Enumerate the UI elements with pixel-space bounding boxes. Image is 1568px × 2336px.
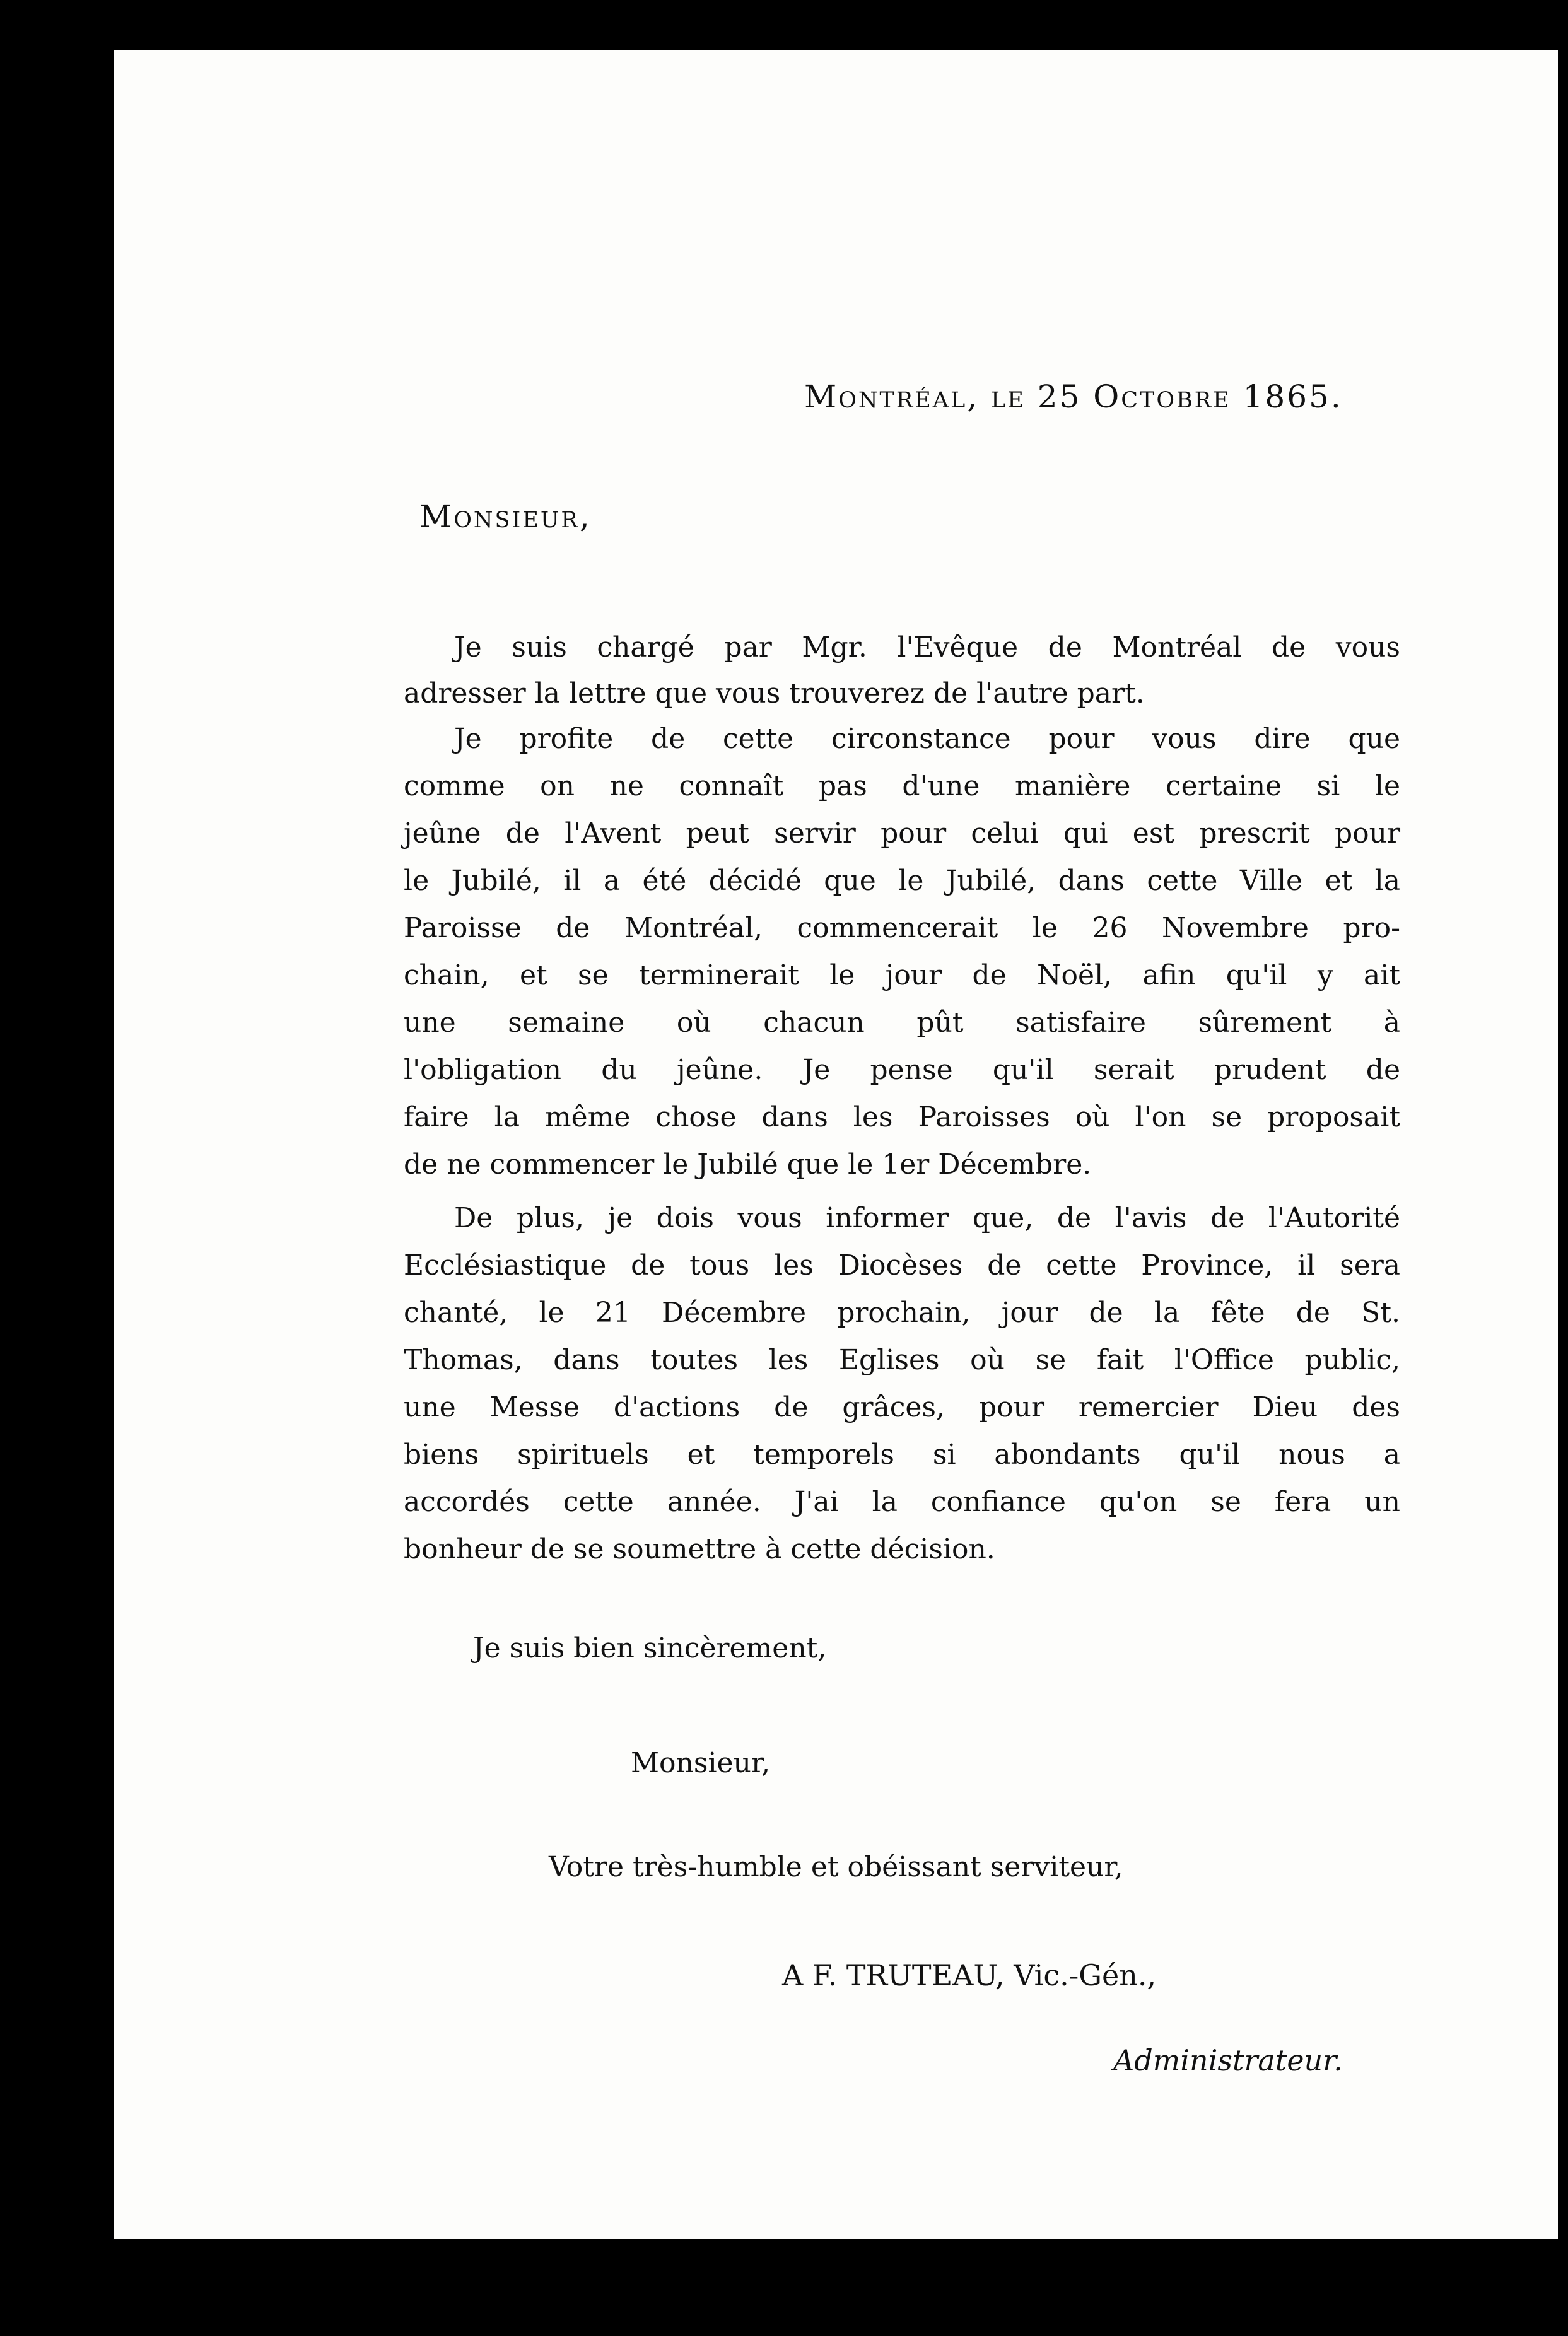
dateline: Montréal, le 25 Octobre 1865.: [804, 378, 1343, 415]
signature-name: A F. TRUTEAU, Vic.-Gén.,: [782, 1958, 1157, 1992]
text-line: une semaine où chacun pût satisfaire sûrement à: [404, 1007, 1400, 1039]
closing-line-3: Votre très-humble et obéissant serviteur,: [549, 1851, 1123, 1883]
text-line: Ecclésiastique de tous les Diocèses de cette Province, il sera: [404, 1249, 1400, 1282]
text-line: Paroisse de Montréal, commencerait le 26 Novembre pro-: [404, 912, 1400, 944]
closing-line-2: Monsieur,: [631, 1747, 771, 1779]
text-line: de ne commencer le Jubilé que le 1er Décembre.: [404, 1148, 1092, 1181]
text-line: biens spirituels et temporels si abondants qu'il nous a: [404, 1439, 1400, 1471]
text-line: adresser la lettre que vous trouverez de l'autre part.: [404, 677, 1145, 710]
salutation: Monsieur,: [419, 498, 592, 535]
text-line: comme on ne connaît pas d'une manière certaine si le: [404, 770, 1400, 802]
text-line: chanté, le 21 Décembre prochain, jour de la fête de St.: [404, 1297, 1400, 1329]
text-line: Je suis chargé par Mgr. l'Evêque de Montréal de vous: [454, 631, 1400, 663]
text-line: De plus, je dois vous informer que, de l'avis de l'Autorité: [454, 1202, 1400, 1234]
signature-title: Administrateur.: [1113, 2043, 1343, 2077]
closing-line-1: Je suis bien sincèrement,: [473, 1632, 827, 1664]
text-line: Thomas, dans toutes les Eglises où se fait l'Office public,: [404, 1344, 1400, 1376]
text-line: bonheur de se soumettre à cette décision.: [404, 1533, 995, 1565]
text-line: le Jubilé, il a été décidé que le Jubilé, dans cette Ville et la: [404, 865, 1400, 897]
text-line: Je profite de cette circonstance pour vous dire que: [454, 723, 1400, 755]
text-line: chain, et se terminerait le jour de Noël, afin qu'il y ait: [404, 959, 1400, 991]
text-line: faire la même chose dans les Paroisses où l'on se proposait: [404, 1101, 1400, 1133]
text-line: accordés cette année. J'ai la confiance qu'on se fera un: [404, 1486, 1400, 1518]
text-line: jeûne de l'Avent peut servir pour celui qui est prescrit pour: [404, 817, 1400, 850]
text-line: une Messe d'actions de grâces, pour remercier Dieu des: [404, 1391, 1400, 1423]
text-line: l'obligation du jeûne. Je pense qu'il serait prudent de: [404, 1054, 1400, 1086]
